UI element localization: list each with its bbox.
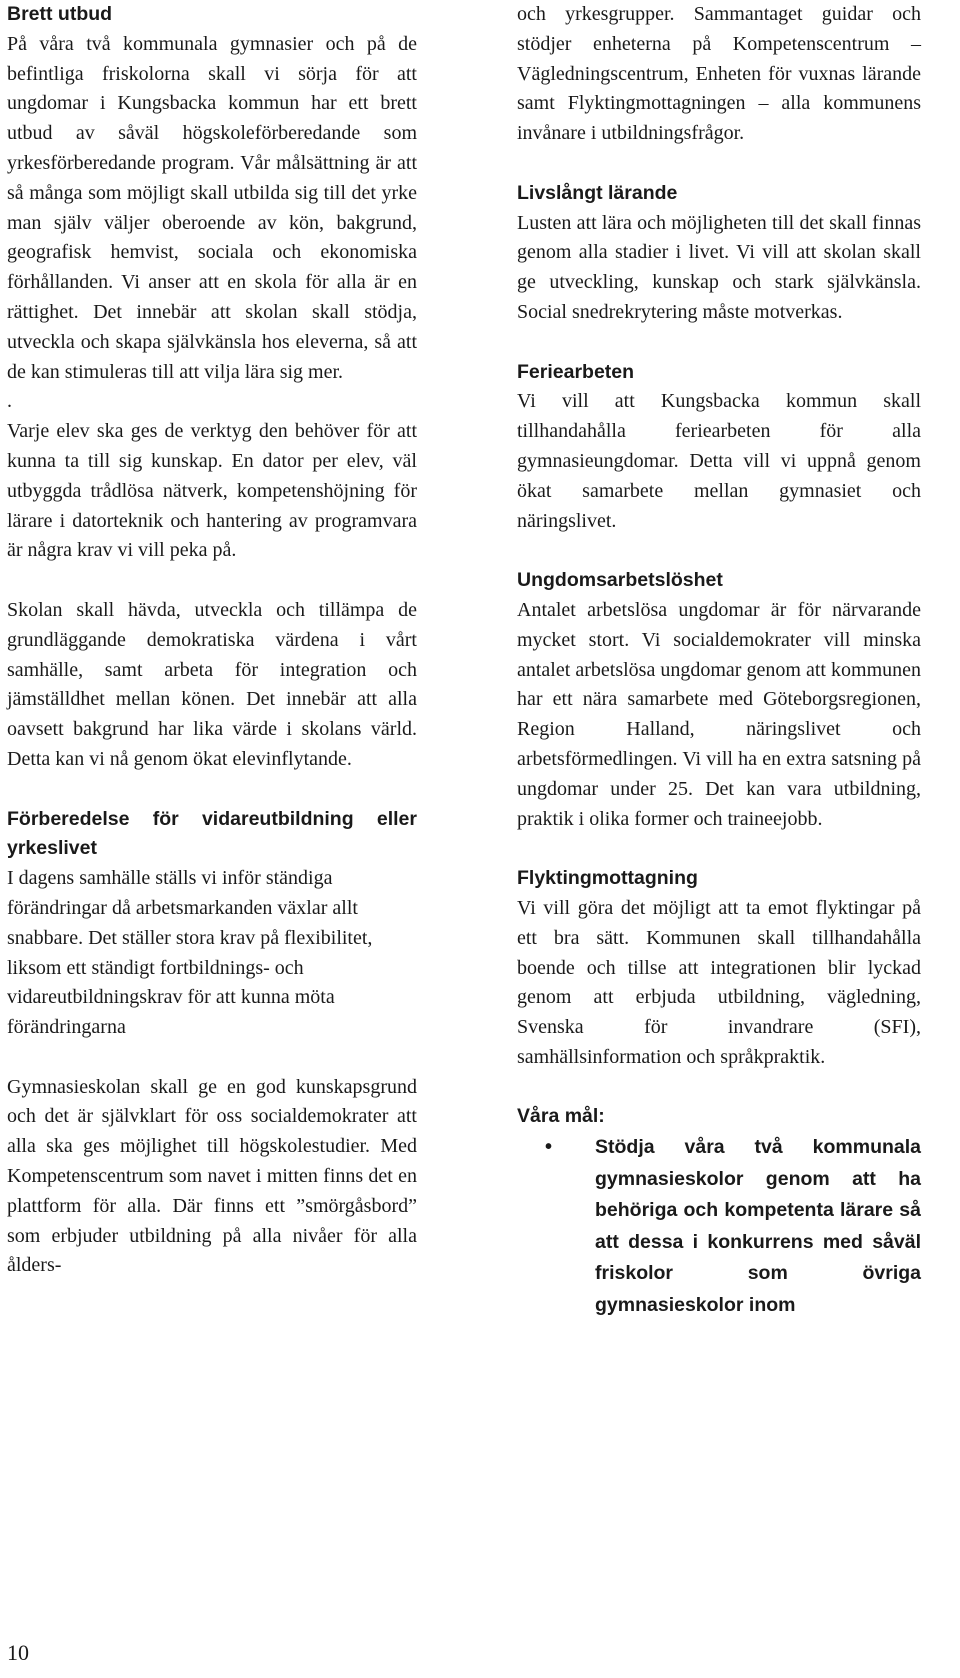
goals-list: [517, 1132, 921, 1321]
section-spacer: [517, 834, 921, 864]
section-spacer: [517, 328, 921, 358]
section-ungdomsarbetsloshet: [517, 566, 921, 834]
section-spacer: [7, 775, 417, 805]
body-paragraph: Varje elev ska ges de verktyg den behöver för att kunna ta till sig kunskap. En dator per elev, väl utbyggda trådlösa nätverk, kompetenshöjning för lärare i datorteknik och hantering av programvara är några krav vi vill peka på.: [7, 420, 417, 562]
section-spacer: [517, 1073, 921, 1103]
goal-item-text: Stödja våra två kommunala gymnasieskolor genom att ha behöriga och kompetenta lärare så att dessa i konkurrens med såväl friskolor som övriga gymnasieskolor inom: [595, 1136, 921, 1316]
body-paragraph: Skolan skall hävda, utveckla och tillämpa de grundläggande demokratiska värdena i vårt samhälle, samt arbeta för integration och jämställdhet mellan könen. Det innebär att alla oavsett bakgrund har lika värde i skolans värld. Detta kan vi nå genom ökat elevinflytande.: [7, 598, 417, 770]
section-heading: Livslångt lärande: [517, 181, 678, 204]
section-spacer: [517, 149, 921, 179]
section-feriearbeten: [517, 358, 921, 537]
goal-item: [545, 1132, 921, 1321]
section-heading: Brett utbud: [7, 3, 113, 25]
body-paragraph: På våra två kommunala gymnasier och på de befintliga friskolorna skall vi sörja för att ungdomar i Kungsbacka kommun har ett brett utbud av såväl högskoleförberedande som yrkesförberedande program. Vår målsättning är att så många som möjligt skall utbilda sig till det yrke man själv väljer oberoende av kön, bakgrund, geografisk hemvist, sociala och ekonomiska förhållanden. Vi anser att en skola för alla är en rättighet. Det innebär att skolan skall stödja, utveckla och skapa självkänsla hos eleverna, så att de kan stimuleras till att vilja lära sig mer.: [7, 32, 417, 383]
body-paragraph: Antalet arbetslösa ungdomar är för närvarande mycket stort. Vi socialdemokrater vill minska antalet arbetslösa ungdomar genom att kommunen har ett nära samarbete med Göteborgsregionen, Region Halland, näringslivet och arbetsförmedlingen. Vi vill ha en extra satsning på ungdomar under 25. Det kan vara utbildning, praktik i olika former och traineejobb.: [517, 598, 921, 830]
body-paragraph: Gymnasieskolan skall ge en god kunskapsgrund och det är självklart för oss socialdemokrater att alla ska ges möjlighet till högskolestudier. Med Kompetenscentrum som navet i mitten finns det en plattform för alla. Där finns ett ”smörgåsbord” som erbjuder utbildning på alla nivåer för alla ålders-: [7, 1075, 417, 1277]
body-paragraph: Lusten att lära och möjligheten till det skall finnas genom alla stadier i livet. Vi vill att skolan skall ge utveckling, kunskap och stark självkänsla. Social snedrekrytering måste motverkas.: [517, 211, 921, 323]
section-flyktingmottagning: [517, 864, 921, 1073]
section-heading: Våra mål:: [517, 1105, 605, 1128]
section-heading: Flyktingmottagning: [517, 867, 698, 890]
right-column: [517, 0, 921, 1321]
continuation-paragraph: och yrkesgrupper. Sammantaget guidar och stödjer enheterna på Kompetenscentrum – Vägledningscentrum, Enheten för vuxnas lärande samt Flyktingmottagningen – alla kommunens invånare i utbildningsfrågor.: [517, 3, 921, 145]
paragraph-spacer: [7, 1043, 417, 1073]
section-brett-utbud: [7, 0, 417, 775]
section-heading: Feriearbeten: [517, 360, 635, 383]
stray-dot: .: [7, 390, 12, 413]
section-heading: Förberedelse för vidareutbildning eller yrkeslivet: [7, 807, 417, 860]
section-vara-mal: [517, 1102, 921, 1321]
paragraph-spacer: [7, 566, 417, 596]
body-paragraph: Vi vill att Kungsbacka kommun skall tillhandahålla feriearbeten för alla gymnasieungdomar. Detta vill vi uppnå genom ökat samarbete mellan gymnasiet och näringslivet.: [517, 390, 921, 532]
section-livslangt-larande: [517, 179, 921, 328]
section-spacer: [517, 536, 921, 566]
body-paragraph: I dagens samhälle ställs vi inför ständiga förändringar då arbetsmarkanden växlar allt snabbare. Det ställer stora krav på flexibilitet, liksom ett ständigt fortbildnings- och vidareutbildningskrav för att kunna möta förändringarna: [7, 867, 373, 1039]
page-number: 10: [7, 1640, 29, 1665]
section-heading: Ungdomsarbetslöshet: [517, 569, 723, 592]
body-paragraph: Vi vill göra det möjligt att ta emot flyktingar på ett bra sätt. Kommunen skall tillhandahålla boende och tillse att integrationen blir lyckad genom att erbjuda utbildning, vägledning, Svenska för invandrare (SFI), samhällsinformation och språkpraktik.: [517, 896, 921, 1068]
left-column: [7, 0, 417, 1281]
section-forberedelse: [7, 805, 417, 1282]
bullet-icon: •: [545, 1136, 553, 1159]
